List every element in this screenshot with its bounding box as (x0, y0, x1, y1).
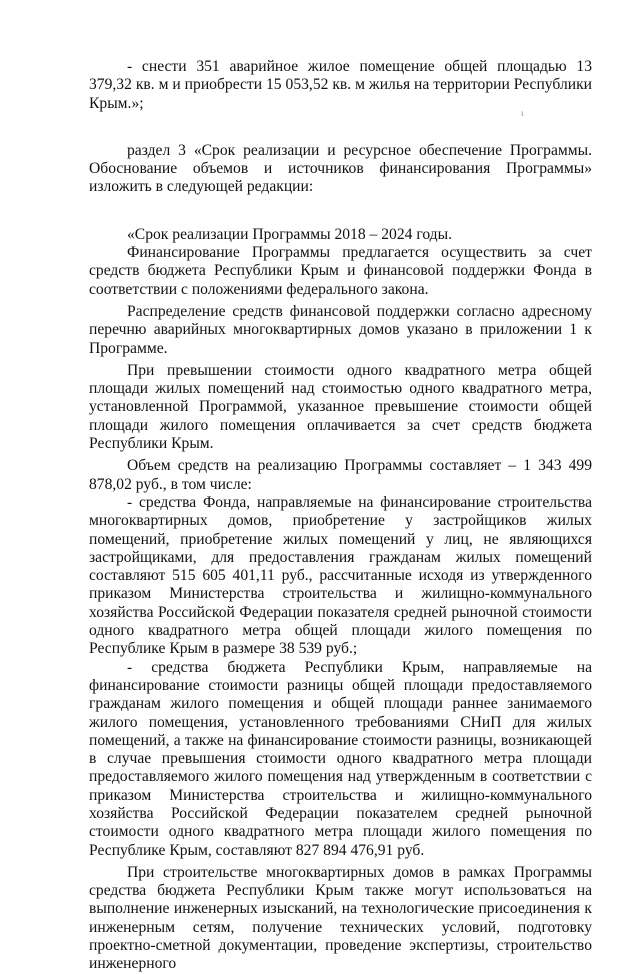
paragraph-term: «Срок реализации Программы 2018 – 2024 годы. (127, 225, 452, 243)
paragraph-fund-means: - средства Фонда, направляемые на финансирование строительства многоквартирных домов, приобретение у застройщиков жилых помещений, приобретение жилых помещений у лиц, не являющихся застройщиками, для предоставления гражданам жилых помещений составляют 515 605 401,11 руб., рассчитанные исходя из утвержденного приказом Министерства строительства и жилищно-коммунального хозяйства Российской Федерации показателя средней рыночной стоимости одного квадратного метра общей площади жилого помещения по Республике Крым в размере 38 539 руб.; (89, 493, 592, 658)
paragraph-construction: При строительстве многоквартирных домов в рамках Программы средства бюджета Республики Крым также могут использоваться на выполнение инженерных изысканий, на технологические присоединения к инженерным сетям, получение технических условий, подготовку проектно-сметной документации, проведение экспертизы, строительство инженерного (89, 863, 592, 973)
scan-artifact-icon: ι (521, 108, 524, 118)
document-body (89, 58, 592, 974)
paragraph-financing: Финансирование Программы предлагается осуществить за счет средств бюджета Республики Крым и финансовой поддержки Фонда в соответствии с положениями федерального закона. (89, 244, 592, 298)
paragraph-demolition: - снести 351 аварийное жилое помещение общей площадью 13 379,32 кв. м и приобрести 15 053,52 кв. м жилья на территории Республики Крым.»; (89, 58, 592, 112)
paragraph-section-3: раздел 3 «Срок реализации и ресурсное обеспечение Программы. Обоснование объемов и источников финансирования Программы» изложить в следующей редакции: (89, 141, 592, 196)
paragraph-distribution: Распределение средств финансовой поддержки согласно адресному перечню аварийных многоквартирных домов указано в приложении 1 к Программе. (89, 302, 592, 357)
paragraph-budget-means: - средства бюджета Республики Крым, направляемые на финансирование стоимости разницы общей площади предоставляемого гражданам жилого помещения и общей площади раннее занимаемого жилого помещения, установленного требованиями СНиП для жилых помещений, а также на финансирование стоимости разницы, возникающей в случае превышения стоимости одного квадратного метра площади предоставляемого жилого помещения над утвержденным в соответствии с приказом Министерства строительства и жилищно-коммунального хозяйства Российской Федерации показателем средней рыночной стоимости одного квадратного метра площади жилого помещения по Республике Крым, составляют 827 894 476,91 руб. (89, 658, 592, 859)
paragraph-excess-cost: При превышении стоимости одного квадратного метра общей площади жилых помещений над стоимостью одного квадратного метра, установленной Программой, указанное превышение стоимости общей площади жилого помещения оплачивается за счет средств бюджета Республики Крым. (89, 361, 592, 453)
paragraph-total-volume: Объем средств на реализацию Программы составляет – 1 343 499 878,02 руб., в том числе: (89, 457, 592, 493)
